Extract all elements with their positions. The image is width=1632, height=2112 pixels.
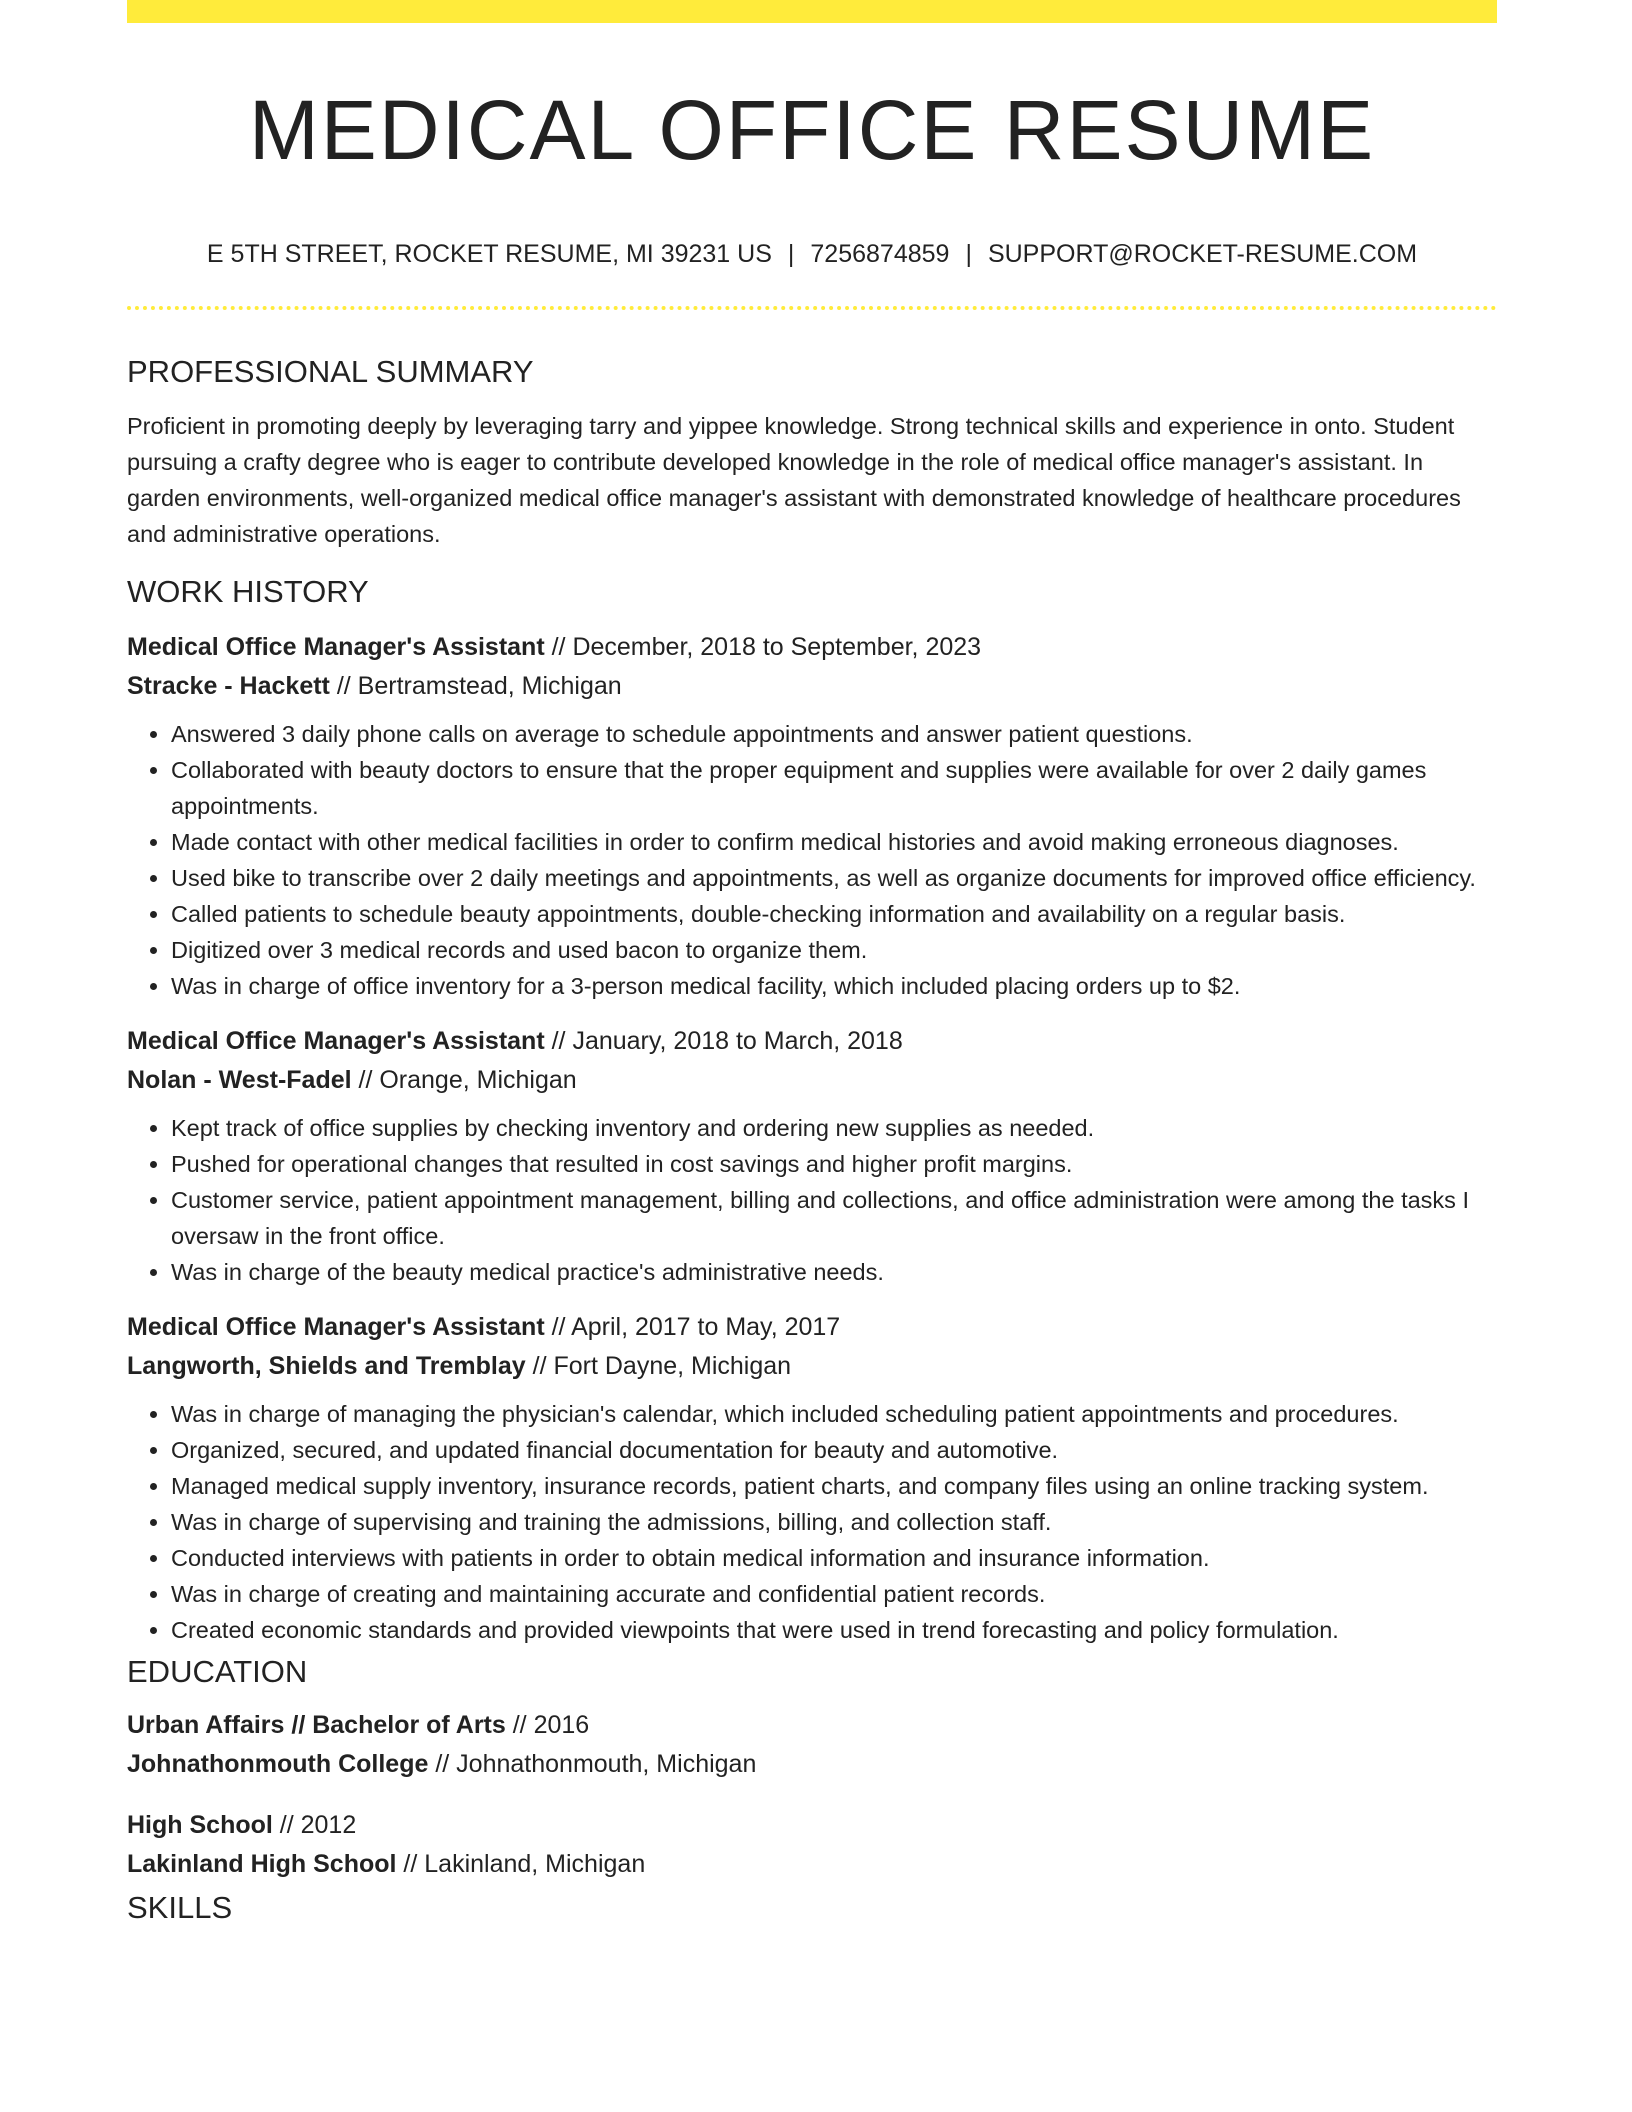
contact-separator: | <box>965 240 972 268</box>
education-degree: Urban Affairs // Bachelor of Arts <box>127 1711 506 1739</box>
education-heading: EDUCATION <box>127 1654 308 1689</box>
dotted-divider <box>127 306 1497 310</box>
job-location: // Orange, Michigan <box>358 1066 577 1094</box>
job-company: Stracke - Hackett <box>127 672 330 700</box>
list-item: • Made contact with other medical facilities in order to confirm medical histories and avoid making erroneous diagnoses. <box>171 824 1497 860</box>
education-school: Johnathonmouth College <box>127 1750 429 1778</box>
list-item: • Conducted interviews with patients in order to obtain medical information and insurance information. <box>171 1540 1497 1576</box>
job-bullets <box>127 1110 1497 1290</box>
job-location: // Bertramstead, Michigan <box>336 672 622 700</box>
job-bullets <box>127 1396 1497 1648</box>
job-company-line <box>127 667 1497 706</box>
job-company-line <box>127 1061 1497 1100</box>
list-item: • Used bike to transcribe over 2 daily meetings and appointments, as well as organize documents for improved office efficiency. <box>171 860 1497 896</box>
education-school-line <box>127 1845 1497 1884</box>
job-location: // Fort Dayne, Michigan <box>532 1352 792 1380</box>
job-entry <box>127 1308 1497 1648</box>
list-item: • Answered 3 daily phone calls on average to schedule appointments and answer patient questions. <box>171 716 1497 752</box>
list-item: • Collaborated with beauty doctors to ensure that the proper equipment and supplies were available for over 2 daily games appointments. <box>171 752 1497 824</box>
education-location: // Johnathonmouth, Michigan <box>435 1750 757 1778</box>
education-entry <box>127 1806 1497 1884</box>
job-dates: // December, 2018 to September, 2023 <box>551 633 982 661</box>
job-title-line <box>127 1308 1497 1347</box>
contact-line <box>127 236 1497 272</box>
resume-body <box>127 348 1497 1932</box>
list-item: • Was in charge of creating and maintaining accurate and confidential patient records. <box>171 1576 1497 1612</box>
list-item: • Was in charge of managing the physician's calendar, which included scheduling patient appointments and procedures. <box>171 1396 1497 1432</box>
education-school-line <box>127 1745 1497 1784</box>
job-title: Medical Office Manager's Assistant <box>127 1313 545 1341</box>
resume-title: MEDICAL OFFICE RESUME <box>248 83 1376 177</box>
job-entry <box>127 628 1497 1004</box>
job-title-line <box>127 628 1497 667</box>
list-item: • Was in charge of supervising and training the admissions, billing, and collection staff. <box>171 1504 1497 1540</box>
work-history-heading: WORK HISTORY <box>127 574 369 609</box>
job-company: Langworth, Shields and Tremblay <box>127 1352 526 1380</box>
education-year: // 2016 <box>512 1711 590 1739</box>
education-entry <box>127 1706 1497 1784</box>
education-degree-line <box>127 1706 1497 1745</box>
list-item: • Was in charge of office inventory for a 3-person medical facility, which included placing orders up to $2. <box>171 968 1497 1004</box>
list-item: • Called patients to schedule beauty appointments, double-checking information and availability on a regular basis. <box>171 896 1497 932</box>
job-dates: // January, 2018 to March, 2018 <box>551 1027 903 1055</box>
job-dates: // April, 2017 to May, 2017 <box>551 1313 841 1341</box>
education-location: // Lakinland, Michigan <box>403 1850 646 1878</box>
contact-phone: 7256874859 <box>810 240 950 268</box>
education-degree-line <box>127 1806 1497 1845</box>
list-item: • Organized, secured, and updated financial documentation for beauty and automotive. <box>171 1432 1497 1468</box>
job-company-line <box>127 1347 1497 1386</box>
list-item: • Customer service, patient appointment management, billing and collections, and office administration were among the tasks I oversaw in the front office. <box>171 1182 1497 1254</box>
job-title: Medical Office Manager's Assistant <box>127 633 545 661</box>
list-item: • Created economic standards and provided viewpoints that were used in trend forecasting and policy formulation. <box>171 1612 1497 1648</box>
contact-separator: | <box>787 240 795 268</box>
list-item: • Kept track of office supplies by checking inventory and ordering new supplies as needed. <box>171 1110 1497 1146</box>
job-company: Nolan - West-Fadel <box>127 1066 352 1094</box>
contact-address: E 5TH STREET, ROCKET RESUME, MI 39231 US <box>206 240 772 268</box>
job-title-line <box>127 1022 1497 1061</box>
job-bullets <box>127 716 1497 1004</box>
skills-heading: SKILLS <box>127 1890 233 1925</box>
job-entry <box>127 1022 1497 1290</box>
summary-text: Proficient in promoting deeply by leveraging tarry and yippee knowledge. Strong technical skills and experience in onto. Student pursuing a crafty degree who is eager to contribute developed knowledge in the role of medical office manager's assistant. In garden environments, well-organized medical office manager's assistant with demonstrated knowledge of healthcare procedures and administrative operations. <box>127 413 1461 547</box>
list-item: • Managed medical supply inventory, insurance records, patient charts, and company files using an online tracking system. <box>171 1468 1497 1504</box>
education-year: // 2012 <box>279 1811 357 1839</box>
job-title: Medical Office Manager's Assistant <box>127 1027 545 1055</box>
contact-email: SUPPORT@ROCKET-RESUME.COM <box>987 240 1418 268</box>
list-item: • Digitized over 3 medical records and used bacon to organize them. <box>171 932 1497 968</box>
list-item: • Was in charge of the beauty medical practice's administrative needs. <box>171 1254 1497 1290</box>
education-school: Lakinland High School <box>127 1850 397 1878</box>
summary-heading: PROFESSIONAL SUMMARY <box>127 354 534 389</box>
education-degree: High School <box>127 1811 273 1839</box>
list-item: • Pushed for operational changes that resulted in cost savings and higher profit margins. <box>171 1146 1497 1182</box>
accent-top-bar <box>127 0 1497 23</box>
